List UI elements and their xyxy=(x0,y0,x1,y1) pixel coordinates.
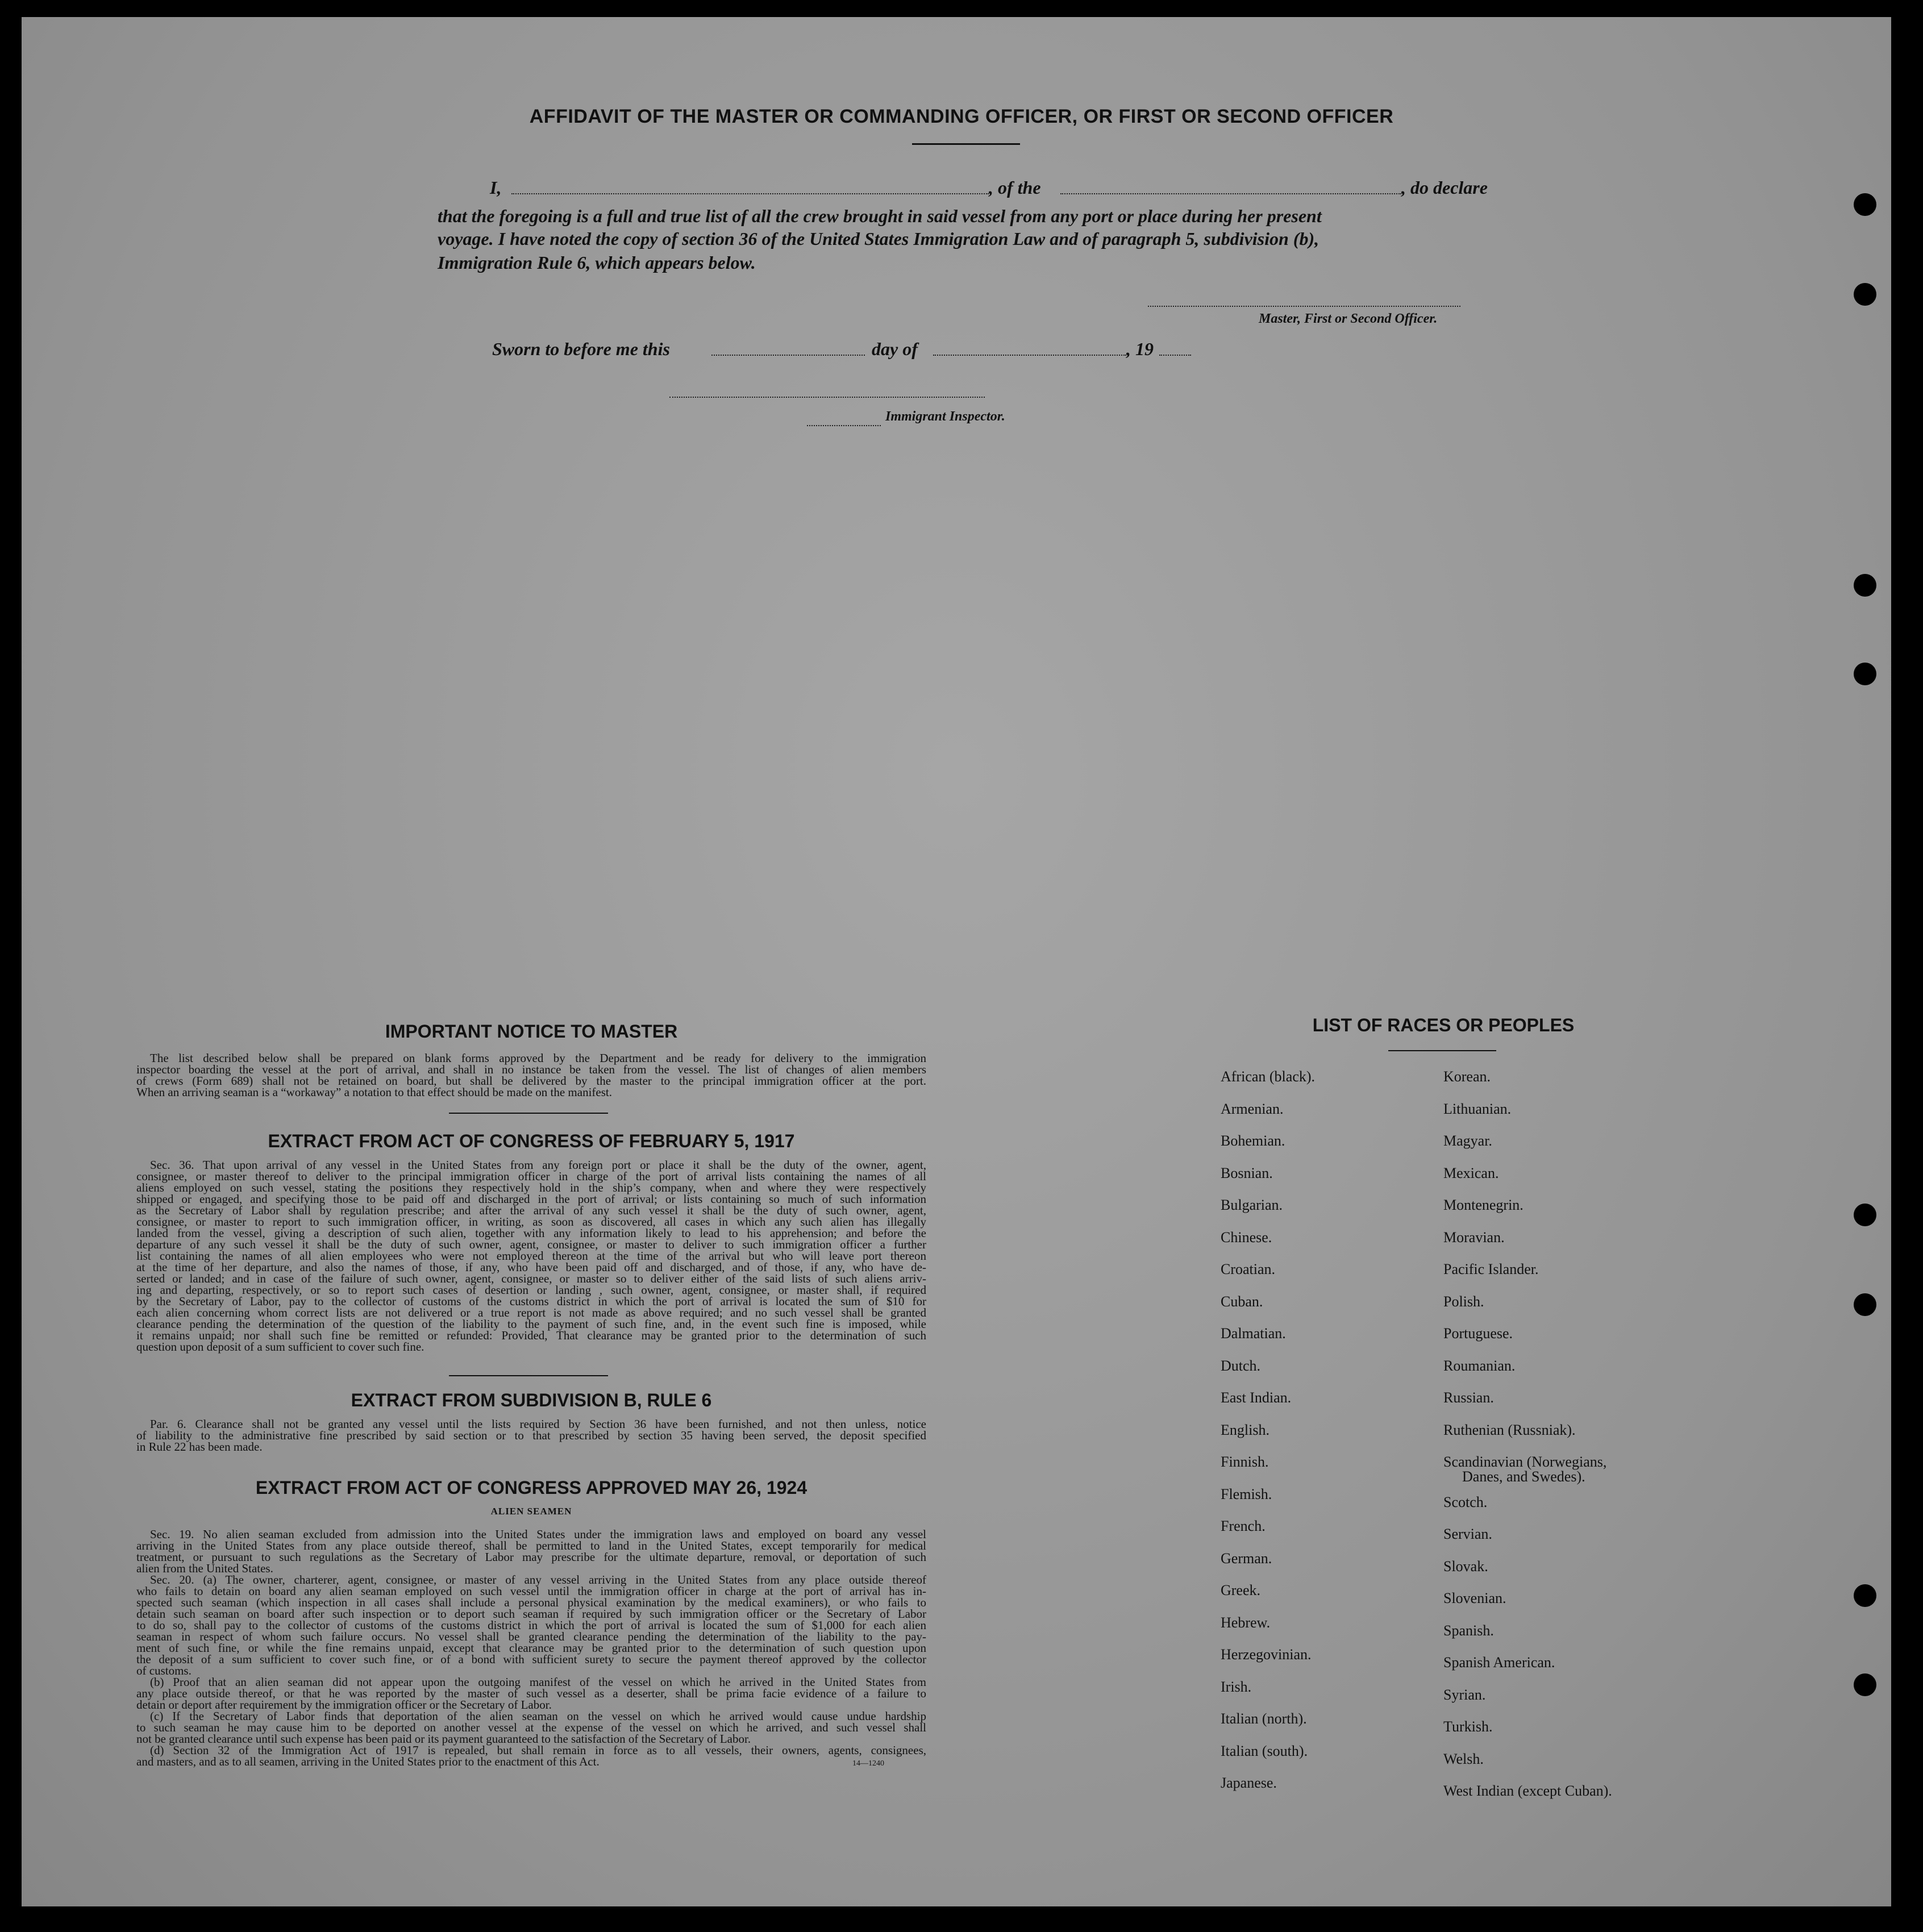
race-item: Greek. xyxy=(1221,1582,1261,1598)
extract-1917-line: as the Secretary of Labor shall by regulation prescribe; and after the arrival of any such vessel it shall be the duty of such owner, agent, xyxy=(136,1204,926,1217)
extract-1917-body xyxy=(136,1159,926,1352)
extract-rule6-title: EXTRACT FROM SUBDIVISION B, RULE 6 xyxy=(351,1390,712,1410)
race-item: Chinese. xyxy=(1221,1229,1272,1246)
extract-1924-line: (c) If the Secretary of Labor finds that deportation of the alien seaman on the vessel on which he arrived would cause undue hardship xyxy=(150,1709,926,1723)
races-title: LIST OF RACES OR PEOPLES xyxy=(1312,1015,1575,1035)
race-item: Bulgarian. xyxy=(1221,1197,1283,1213)
affidavit-line1-b: , of the xyxy=(989,177,1041,198)
extract-1924-line: who fails to detain on board any alien seaman employed on such vessel until the immigration officer in charge at the port of arrival has in- xyxy=(136,1584,926,1598)
race-item: Portuguese. xyxy=(1443,1325,1513,1342)
extract-1917-line: question upon deposit of a sum sufficient to cover such fine. xyxy=(136,1340,424,1354)
extract-1917-line: departure of any such vessel it shall be the duty of such owner, agent, consignee, or master to deliver to such immigration officer a further xyxy=(136,1238,926,1251)
race-item: Spanish. xyxy=(1443,1622,1494,1639)
race-item: Scandinavian (Norwegians, xyxy=(1443,1454,1607,1470)
extract-1917-line: Sec. 36. That upon arrival of any vessel in the United States from any foreign port or place it shall be the duty of the owner, agent, xyxy=(150,1158,926,1172)
inspector-signature-field-2[interactable] xyxy=(807,425,881,426)
extract-1917-line: shipped or engaged, and specifying those to be paid off and discharged in the port of arrival; or lists containing so much of such information xyxy=(136,1192,926,1206)
form-number: 14—1240 xyxy=(852,1759,884,1768)
extract-1917-line: by the Secretary of Labor, pay to the collector of customs of the customs district in which the port of arrival is located the sum of $10 for xyxy=(136,1294,926,1308)
race-item: Ruthenian (Russniak). xyxy=(1443,1421,1576,1438)
sworn-day-of: day of xyxy=(872,339,918,359)
race-item: Armenian. xyxy=(1221,1100,1284,1117)
affidavit-title: AFFIDAVIT OF THE MASTER OR COMMANDING OFFICER, OR FIRST OR SECOND OFFICER xyxy=(529,106,1394,127)
punch-hole xyxy=(1854,1673,1876,1696)
master-signature-field[interactable] xyxy=(1148,306,1460,307)
race-item: Italian (north). xyxy=(1221,1710,1307,1727)
extract-1924-line: of customs. xyxy=(136,1664,192,1677)
sworn-month-field[interactable] xyxy=(933,355,1126,356)
extract-1924-line: arriving in the United States from any place outside thereof, shall be permitted to land in the United States, except temporarily for medical xyxy=(136,1539,926,1552)
extract-1924-line: to do so, shall pay to the collector of customs of the customs district in which the port of arrival is located the sum of $1,000 for each alien xyxy=(136,1618,926,1632)
affidavit-line1-c: , do declare xyxy=(1401,177,1488,198)
race-item: East Indian. xyxy=(1221,1389,1292,1406)
affidavit-line2: that the foregoing is a full and true list of all the crew brought in said vessel from any port or place during her present xyxy=(438,206,1322,226)
punch-hole xyxy=(1854,1204,1876,1226)
race-item: Finnish. xyxy=(1221,1454,1269,1470)
extract-1924-title: EXTRACT FROM ACT OF CONGRESS APPROVED MAY 26, 1924 xyxy=(255,1477,808,1498)
race-item: Bohemian. xyxy=(1221,1132,1285,1149)
extract-1924-line: any place outside thereof, or that he was reported by the master of such vessel as a deserter, shall be prima facie evidence of a failure to xyxy=(136,1687,926,1700)
race-item: West Indian (except Cuban). xyxy=(1443,1783,1612,1799)
extract-1924-line: Sec. 19. No alien seaman excluded from admission into the United States under the immigration laws and employed on board any vessel xyxy=(150,1527,926,1541)
race-item: English. xyxy=(1221,1421,1269,1438)
extract-1924-line: (d) Section 32 of the Immigration Act of 1917 is repealed, but shall remain in force as to all vessels, their owners, agents, consignees, xyxy=(150,1743,926,1757)
race-item: Spanish American. xyxy=(1443,1654,1555,1671)
extract-1917-title: EXTRACT FROM ACT OF CONGRESS OF FEBRUARY 5, 1917 xyxy=(268,1131,795,1151)
extract-1924-line: treatment, or pursuant to such regulations as the Secretary of Labor may prescribe for the ultimate departure, removal, or deportation of such xyxy=(136,1550,926,1564)
inspector-signature-field[interactable] xyxy=(669,397,985,398)
affidavit-line1-a: I, xyxy=(490,177,502,198)
race-item: Syrian. xyxy=(1443,1686,1486,1703)
notice-title: IMPORTANT NOTICE TO MASTER xyxy=(385,1021,678,1042)
notice-line: When an arriving seaman is a “workaway” a notation to that effect should be made on the manifest. xyxy=(136,1085,612,1099)
extract-rule6-body xyxy=(136,1418,926,1452)
race-item: Russian. xyxy=(1443,1389,1494,1406)
race-item: African (black). xyxy=(1221,1068,1316,1085)
extract-1924-line: seaman in respect of whom such failure occurs. No vessel shall be granted clearance pending the determination of the liability to the pay- xyxy=(136,1630,926,1643)
vessel-field[interactable] xyxy=(1060,193,1401,194)
race-item: Bosnian. xyxy=(1221,1164,1273,1181)
punch-hole xyxy=(1854,283,1876,306)
extract-1917-line: landed from the vessel, giving a description of such alien, together with any information likely to lead to his apprehension; and before the xyxy=(136,1226,926,1240)
race-item: Danes, and Swedes). xyxy=(1462,1468,1585,1485)
title-rule xyxy=(912,143,1020,145)
race-item: Slovak. xyxy=(1443,1558,1488,1575)
sworn-label: Sworn to before me this xyxy=(492,339,670,359)
extract-1917-line: it remains unpaid; nor shall such fine be remitted or refunded: Provided, That clearance may be granted prior to the determination of such xyxy=(136,1329,926,1342)
punch-hole xyxy=(1854,574,1876,597)
notice-line: of crews (Form 689) shall not be retained on board, but shall be delivered by the master to the principal immigration officer at the port. xyxy=(136,1074,926,1088)
race-item: Italian (south). xyxy=(1221,1742,1308,1759)
race-item: French. xyxy=(1221,1518,1266,1534)
extract-1924-line: detain or deport after requirement by the immigration officer or the Secretary of Labor. xyxy=(136,1698,552,1712)
inspector-label: Immigrant Inspector. xyxy=(885,409,1005,424)
extract-1924-line: to such seaman he may cause him to be deported on another vessel at the expense of the vessel on which he arrived, and such vessel shall xyxy=(136,1721,926,1734)
race-item: Dalmatian. xyxy=(1221,1325,1286,1342)
extract-1917-line: each alien concerning whom correct lists are not delivered or a true report is not made as above required; and no such vessel shall be granted xyxy=(136,1306,926,1319)
punch-hole xyxy=(1854,193,1876,216)
extract-1924-body xyxy=(136,1529,926,1767)
section-rule xyxy=(449,1113,608,1114)
race-item: Pacific Islander. xyxy=(1443,1261,1539,1277)
punch-hole xyxy=(1854,1293,1876,1316)
punch-hole xyxy=(1854,1584,1876,1607)
sworn-day-field[interactable] xyxy=(711,355,865,356)
race-item: Polish. xyxy=(1443,1293,1484,1310)
extract-1917-line: at the time of her departure, and also the names of those, if any, who have been paid off and discharged, and of those, if any, who have de- xyxy=(136,1260,926,1274)
races-title-rule xyxy=(1388,1050,1496,1051)
notice-line: The list described below shall be prepared on blank forms approved by the Department and be ready for delivery to the immigration xyxy=(150,1051,926,1065)
race-item: Moravian. xyxy=(1443,1229,1505,1246)
affidavit-line3: voyage. I have noted the copy of section 36 of the United States Immigration Law and of paragraph 5, subdivision (b), xyxy=(438,228,1320,249)
extract-rule6-line: Par. 6. Clearance shall not be granted any vessel until the lists required by Section 36 have been furnished, and not then unless, notice xyxy=(150,1417,926,1431)
extract-1917-line: clearance pending the determination of the question of the liability to the payment of such fine, and, in the event such fine is imposed, while xyxy=(136,1317,926,1331)
punch-hole xyxy=(1854,663,1876,685)
race-item: Scotch. xyxy=(1443,1493,1488,1510)
extract-rule6-line: of liability to the administrative fine prescribed by said section or to that prescribed by section 35 having been served, the deposit specified xyxy=(136,1429,926,1442)
extract-1924-line: spected such seaman (which inspection in all cases shall include a personal physical examination by the medical examiners), or who fails to xyxy=(136,1596,926,1609)
extract-1917-line: serted or landed; and in case of the failure of such owner, agent, consignee, or master so to deliver either of the said lists of such aliens arriv- xyxy=(136,1272,926,1285)
sworn-year: , 19 xyxy=(1126,339,1154,359)
affidavit-line4: Immigration Rule 6, which appears below. xyxy=(438,252,756,273)
extract-1924-line: not be granted clearance until such expense has been paid or its payment guaranteed to the satisfaction of the Secretary of Labor. xyxy=(136,1732,751,1746)
race-item: Cuban. xyxy=(1221,1293,1263,1310)
race-item: Japanese. xyxy=(1221,1775,1277,1791)
race-item: German. xyxy=(1221,1550,1272,1567)
extract-1924-line: and masters, and as to all seamen, arriving in the United States prior to the enactment of this Act. xyxy=(136,1755,600,1768)
race-item: Mexican. xyxy=(1443,1164,1499,1181)
extract-1917-line: ing and departing, respectively, or so to report such cases of desertion or landing , such owner, agent, consignee, or master shall, if required xyxy=(136,1283,926,1297)
extract-1924-line: (b) Proof that an alien seaman did not appear upon the outgoing manifest of the vessel on which he arrived in the United States from xyxy=(150,1675,926,1689)
race-item: Dutch. xyxy=(1221,1357,1261,1374)
race-item: Slovenian. xyxy=(1443,1590,1506,1606)
race-item: Herzegovinian. xyxy=(1221,1646,1312,1663)
race-item: Montenegrin. xyxy=(1443,1197,1524,1213)
race-item: Irish. xyxy=(1221,1678,1252,1695)
extract-1924-line: the deposit of a sum sufficient to cover such fine, or of a bond with sufficient surety to secure the payment thereof approved by the collector xyxy=(136,1652,926,1666)
extract-1924-line: detain such seaman on board after such inspection or to deport such seaman if required by such immigration officer or the Secretary of Labor xyxy=(136,1607,926,1621)
race-item: Turkish. xyxy=(1443,1718,1493,1735)
extract-1917-line: aliens employed on such vessel, stating the positions they respectively hold in the ship’s company, when and where they were respectively xyxy=(136,1181,926,1194)
name-field[interactable] xyxy=(511,193,989,194)
sworn-year-field[interactable] xyxy=(1159,355,1191,356)
race-item: Korean. xyxy=(1443,1068,1491,1085)
race-item: Lithuanian. xyxy=(1443,1100,1512,1117)
extract-1924-line: ment of such fine, or while the fine remains unpaid, except that clearance may be granted prior to the determination of such question upon xyxy=(136,1641,926,1655)
extract-1917-line: consignee, or master thereof to deliver to the principal immigration officer in charge of the port of arrival lists containing the names of all xyxy=(136,1169,926,1183)
extract-1924-line: alien from the United States. xyxy=(136,1562,273,1575)
race-item: Welsh. xyxy=(1443,1750,1484,1767)
race-item: Croatian. xyxy=(1221,1261,1276,1277)
extract-1924-subtitle: ALIEN SEAMEN xyxy=(490,1506,572,1517)
race-item: Hebrew. xyxy=(1221,1614,1271,1631)
race-item: Flemish. xyxy=(1221,1485,1272,1502)
race-item: Servian. xyxy=(1443,1526,1492,1542)
notice-line: inspector boarding the vessel at the port of arrival, and shall in no instance be taken from the vessel. The list of changes of alien members xyxy=(136,1063,926,1076)
race-item: Roumanian. xyxy=(1443,1357,1516,1374)
extract-1924-line: Sec. 20. (a) The owner, charterer, agent, consignee, or master of any vessel arriving in the United States from any place outside thereof xyxy=(150,1573,926,1587)
master-signature-label: Master, First or Second Officer. xyxy=(1259,311,1438,326)
extract-1917-line: list containing the names of all alien employees who were not employed thereon at the time of the arrival but who will leave port thereon xyxy=(136,1249,926,1263)
race-item: Magyar. xyxy=(1443,1132,1492,1149)
section-rule xyxy=(449,1375,608,1376)
notice-body xyxy=(136,1052,926,1098)
extract-rule6-line: in Rule 22 has been made. xyxy=(136,1440,263,1454)
extract-1917-line: consignee, or master to report to such immigration officer, in writing, as soon as discovered, all cases in which any such alien has illegally xyxy=(136,1215,926,1229)
